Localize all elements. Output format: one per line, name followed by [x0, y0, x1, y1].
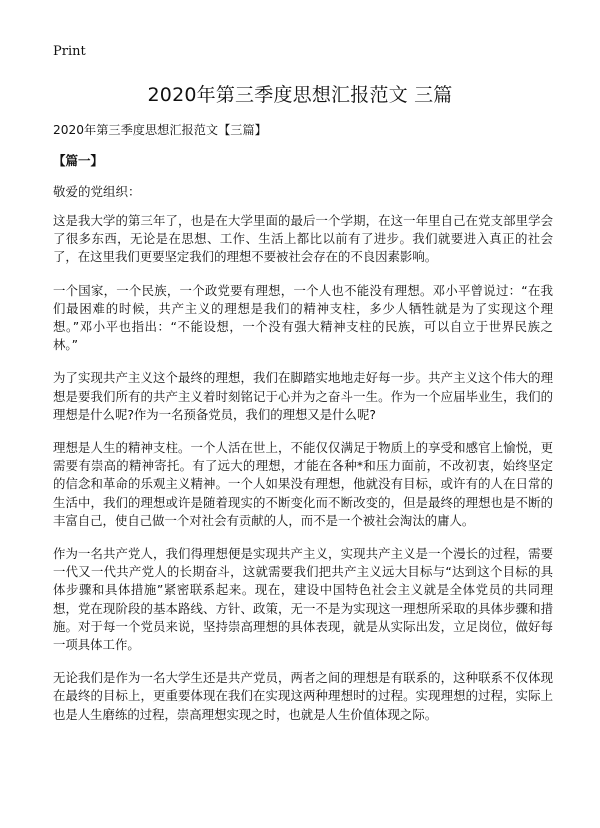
document-body: [53, 212, 553, 739]
paragraph-5: 作为一名共产党人，我们得理想便是实现共产主义，实现共产主义是一个漫长的过程，需要一代又一代共产党人的长期奋斗，这就需要我们把共产主义远大目标与“达到这个目标的具体步骤和具体措施”紧密联系起来。现在，建设中国特色社会主义就是全体党员的共同理想，党在现阶段的基本路线、方针、政策，无一不是为实现这一理想所采取的具体步骤和措施。对于每一个党员来说，坚持崇高理想的具体表现，就是从实际出发，立足岗位，做好每一项具体工作。: [53, 546, 553, 653]
paragraph-6: 无论我们是作为一名大学生还是共产党员，两者之间的理想是有联系的，这种联系不仅体现在最终的目标上，更重要体现在我们在实现这两种理想时的过程。实现理想的过程，实际上也是人生磨练的过程，崇高理想实现之时，也就是人生价值体现之际。: [53, 670, 553, 722]
paragraph-2: 一个国家，一个民族，一个政党要有理想，一个人也不能没有理想。邓小平曾说过：“在我们最困难的时候，共产主义的理想是我们的精神支柱，多少人牺牲就是为了实现这个理想。”邓小平也指出：“不能设想，一个没有强大精神支柱的民族，可以自立于世界民族之林。”: [53, 282, 553, 353]
paragraph-3: 为了实现共产主义这个最终的理想，我们在脚踏实地地走好每一步。共产主义这个伟大的理想是要我们所有的共产主义着时刻铭记于心并为之奋斗一生。作为一个应届毕业生，我们的理想是什么呢?作为一名预备党员，我们的理想又是什么呢?: [53, 370, 553, 422]
paragraph-4: 理想是人生的精神支柱。一个人活在世上，不能仅仅满足于物质上的享受和感官上愉悦，更需要有崇高的精神寄托。有了远大的理想，才能在各种*和压力面前，不改初衷，始终坚定的信念和革命的乐观主义精神。一个人如果没有理想，他就没有目标，或许有的人在日常的生活中，我们的理想或许是随着现实的不断变化而不断改变的，但是最终的理想也是不断的丰富自己，使自己做一个对社会有贡献的人，而不是一个被社会淘汰的庸人。: [53, 440, 553, 528]
document-subtitle: 2020年第三季度思想汇报范文【三篇】: [53, 123, 267, 137]
section-heading: 【篇一】: [53, 153, 104, 168]
print-link[interactable]: Print: [53, 44, 86, 59]
paragraph-1: 这是我大学的第三年了，也是在大学里面的最后一个学期，在这一年里自己在党支部里学会了很多东西，无论是在思想、工作、生活上都比以前有了进步。我们就要进入真正的社会了，在这里我们更要坚定我们的理想不要被社会存在的不良因素影响。: [53, 213, 553, 265]
document-title: 2020年第三季度思想汇报范文 三篇: [147, 84, 453, 106]
salutation: 敬爱的党组织：: [53, 184, 141, 199]
